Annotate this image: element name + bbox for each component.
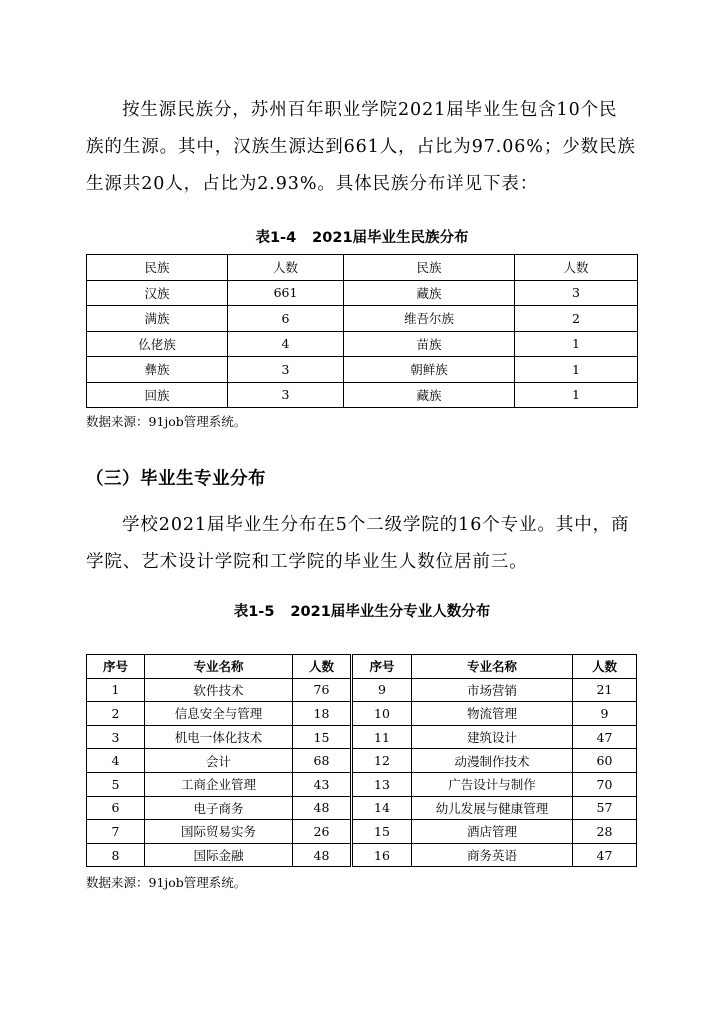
table-title: 2021届毕业生民族分布 [312, 230, 469, 246]
table-cell: 9 [573, 702, 637, 726]
table-cell: 7 [87, 820, 145, 844]
table-cell: 国际贸易实务 [145, 820, 293, 844]
table-1-5-caption [0, 600, 724, 621]
table-cell: 14 [352, 796, 412, 820]
column-header: 民族 [87, 255, 228, 281]
table-cell: 4 [228, 331, 344, 357]
table-title: 2021届毕业生分专业人数分布 [290, 604, 491, 620]
table-cell: 信息安全与管理 [145, 702, 293, 726]
table-cell: 48 [293, 796, 352, 820]
column-header: 专业名称 [145, 655, 293, 679]
table-row [87, 306, 638, 332]
intro-paragraph [86, 92, 638, 203]
table-cell: 工商企业管理 [145, 772, 293, 796]
table-cell: 10 [352, 702, 412, 726]
table-row [87, 820, 637, 844]
table-cell: 11 [352, 725, 412, 749]
table-cell: 1 [515, 331, 638, 357]
table-cell: 2 [515, 306, 638, 332]
intro-line: 生源共20人，占比为2.93%。具体民族分布详见下表： [86, 174, 539, 194]
table-cell: 21 [573, 678, 637, 702]
table-row [87, 678, 637, 702]
table-cell: 1 [515, 357, 638, 383]
table-cell: 9 [352, 678, 412, 702]
column-header: 人数 [515, 255, 638, 281]
table-cell: 4 [87, 749, 145, 773]
table-cell: 藏族 [344, 280, 515, 306]
table-label: 表1-4 [255, 230, 297, 246]
table-cell: 76 [293, 678, 352, 702]
table-cell: 广告设计与制作 [412, 772, 573, 796]
table-cell: 5 [87, 772, 145, 796]
table-cell: 8 [87, 843, 145, 867]
table-row [87, 749, 637, 773]
table-cell: 2 [87, 702, 145, 726]
table-cell: 6 [87, 796, 145, 820]
table-cell: 13 [352, 772, 412, 796]
table-cell: 3 [87, 725, 145, 749]
table-row [87, 843, 637, 867]
table-cell: 苗族 [344, 331, 515, 357]
table-cell: 43 [293, 772, 352, 796]
table-cell: 28 [573, 820, 637, 844]
table-cell: 12 [352, 749, 412, 773]
table-row [87, 382, 638, 408]
table-cell: 57 [573, 796, 637, 820]
column-header: 专业名称 [412, 655, 573, 679]
table-cell: 68 [293, 749, 352, 773]
table-cell: 机电一体化技术 [145, 725, 293, 749]
table-cell: 动漫制作技术 [412, 749, 573, 773]
table-cell: 回族 [87, 382, 228, 408]
table-row [87, 772, 637, 796]
table-cell: 藏族 [344, 382, 515, 408]
ethnicity-table [86, 254, 638, 408]
table-cell: 15 [293, 725, 352, 749]
column-header: 人数 [293, 655, 352, 679]
table-cell: 3 [228, 357, 344, 383]
major-distribution-table [86, 654, 637, 867]
table-header-row [87, 255, 638, 281]
table-label: 表1-5 [233, 604, 275, 620]
table-cell: 15 [352, 820, 412, 844]
column-header: 人数 [573, 655, 637, 679]
column-header: 民族 [344, 255, 515, 281]
table-cell: 1 [87, 678, 145, 702]
table-cell: 汉族 [87, 280, 228, 306]
table-cell: 3 [228, 382, 344, 408]
table-1-5-source: 数据来源：91job管理系统。 [86, 875, 247, 890]
table-header-row [87, 655, 637, 679]
table-cell: 70 [573, 772, 637, 796]
table-cell: 维吾尔族 [344, 306, 515, 332]
table-cell: 16 [352, 843, 412, 867]
table-cell: 1 [515, 382, 638, 408]
table-cell: 彝族 [87, 357, 228, 383]
intro-line: 族的生源。其中，汉族生源达到661人，占比为97.06%；少数民族 [86, 137, 636, 157]
table-row [87, 702, 637, 726]
table-cell: 60 [573, 749, 637, 773]
table-cell: 国际金融 [145, 843, 293, 867]
intro2-line: 学院、艺术设计学院和工学院的毕业生人数位居前三。 [86, 552, 528, 572]
column-header: 序号 [352, 655, 412, 679]
section-heading: （三）毕业生专业分布 [86, 469, 266, 489]
table-row [87, 796, 637, 820]
table-row [87, 357, 638, 383]
table-cell: 酒店管理 [412, 820, 573, 844]
table-cell: 电子商务 [145, 796, 293, 820]
intro2-line: 学校2021届毕业生分布在5个二级学院的16个专业。其中，商 [122, 515, 630, 535]
table-cell: 18 [293, 702, 352, 726]
table-cell: 26 [293, 820, 352, 844]
table-cell: 仫佬族 [87, 331, 228, 357]
table-cell: 48 [293, 843, 352, 867]
table-cell: 会计 [145, 749, 293, 773]
table-cell: 物流管理 [412, 702, 573, 726]
intro2-paragraph [86, 507, 638, 581]
intro-line: 按生源民族分，苏州百年职业学院2021届毕业生包含10个民 [122, 100, 618, 120]
table-cell: 47 [573, 843, 637, 867]
table-cell: 6 [228, 306, 344, 332]
table-row [87, 725, 637, 749]
table-cell: 3 [515, 280, 638, 306]
table-row [87, 331, 638, 357]
table-cell: 朝鲜族 [344, 357, 515, 383]
table-cell: 软件技术 [145, 678, 293, 702]
column-header: 人数 [228, 255, 344, 281]
table-cell: 47 [573, 725, 637, 749]
table-cell: 建筑设计 [412, 725, 573, 749]
table-cell: 幼儿发展与健康管理 [412, 796, 573, 820]
table-1-4-caption [0, 226, 724, 247]
table-cell: 商务英语 [412, 843, 573, 867]
table-cell: 661 [228, 280, 344, 306]
table-cell: 满族 [87, 306, 228, 332]
column-header: 序号 [87, 655, 145, 679]
table-cell: 市场营销 [412, 678, 573, 702]
table-1-4-source: 数据来源：91job管理系统。 [86, 414, 247, 429]
table-row [87, 280, 638, 306]
